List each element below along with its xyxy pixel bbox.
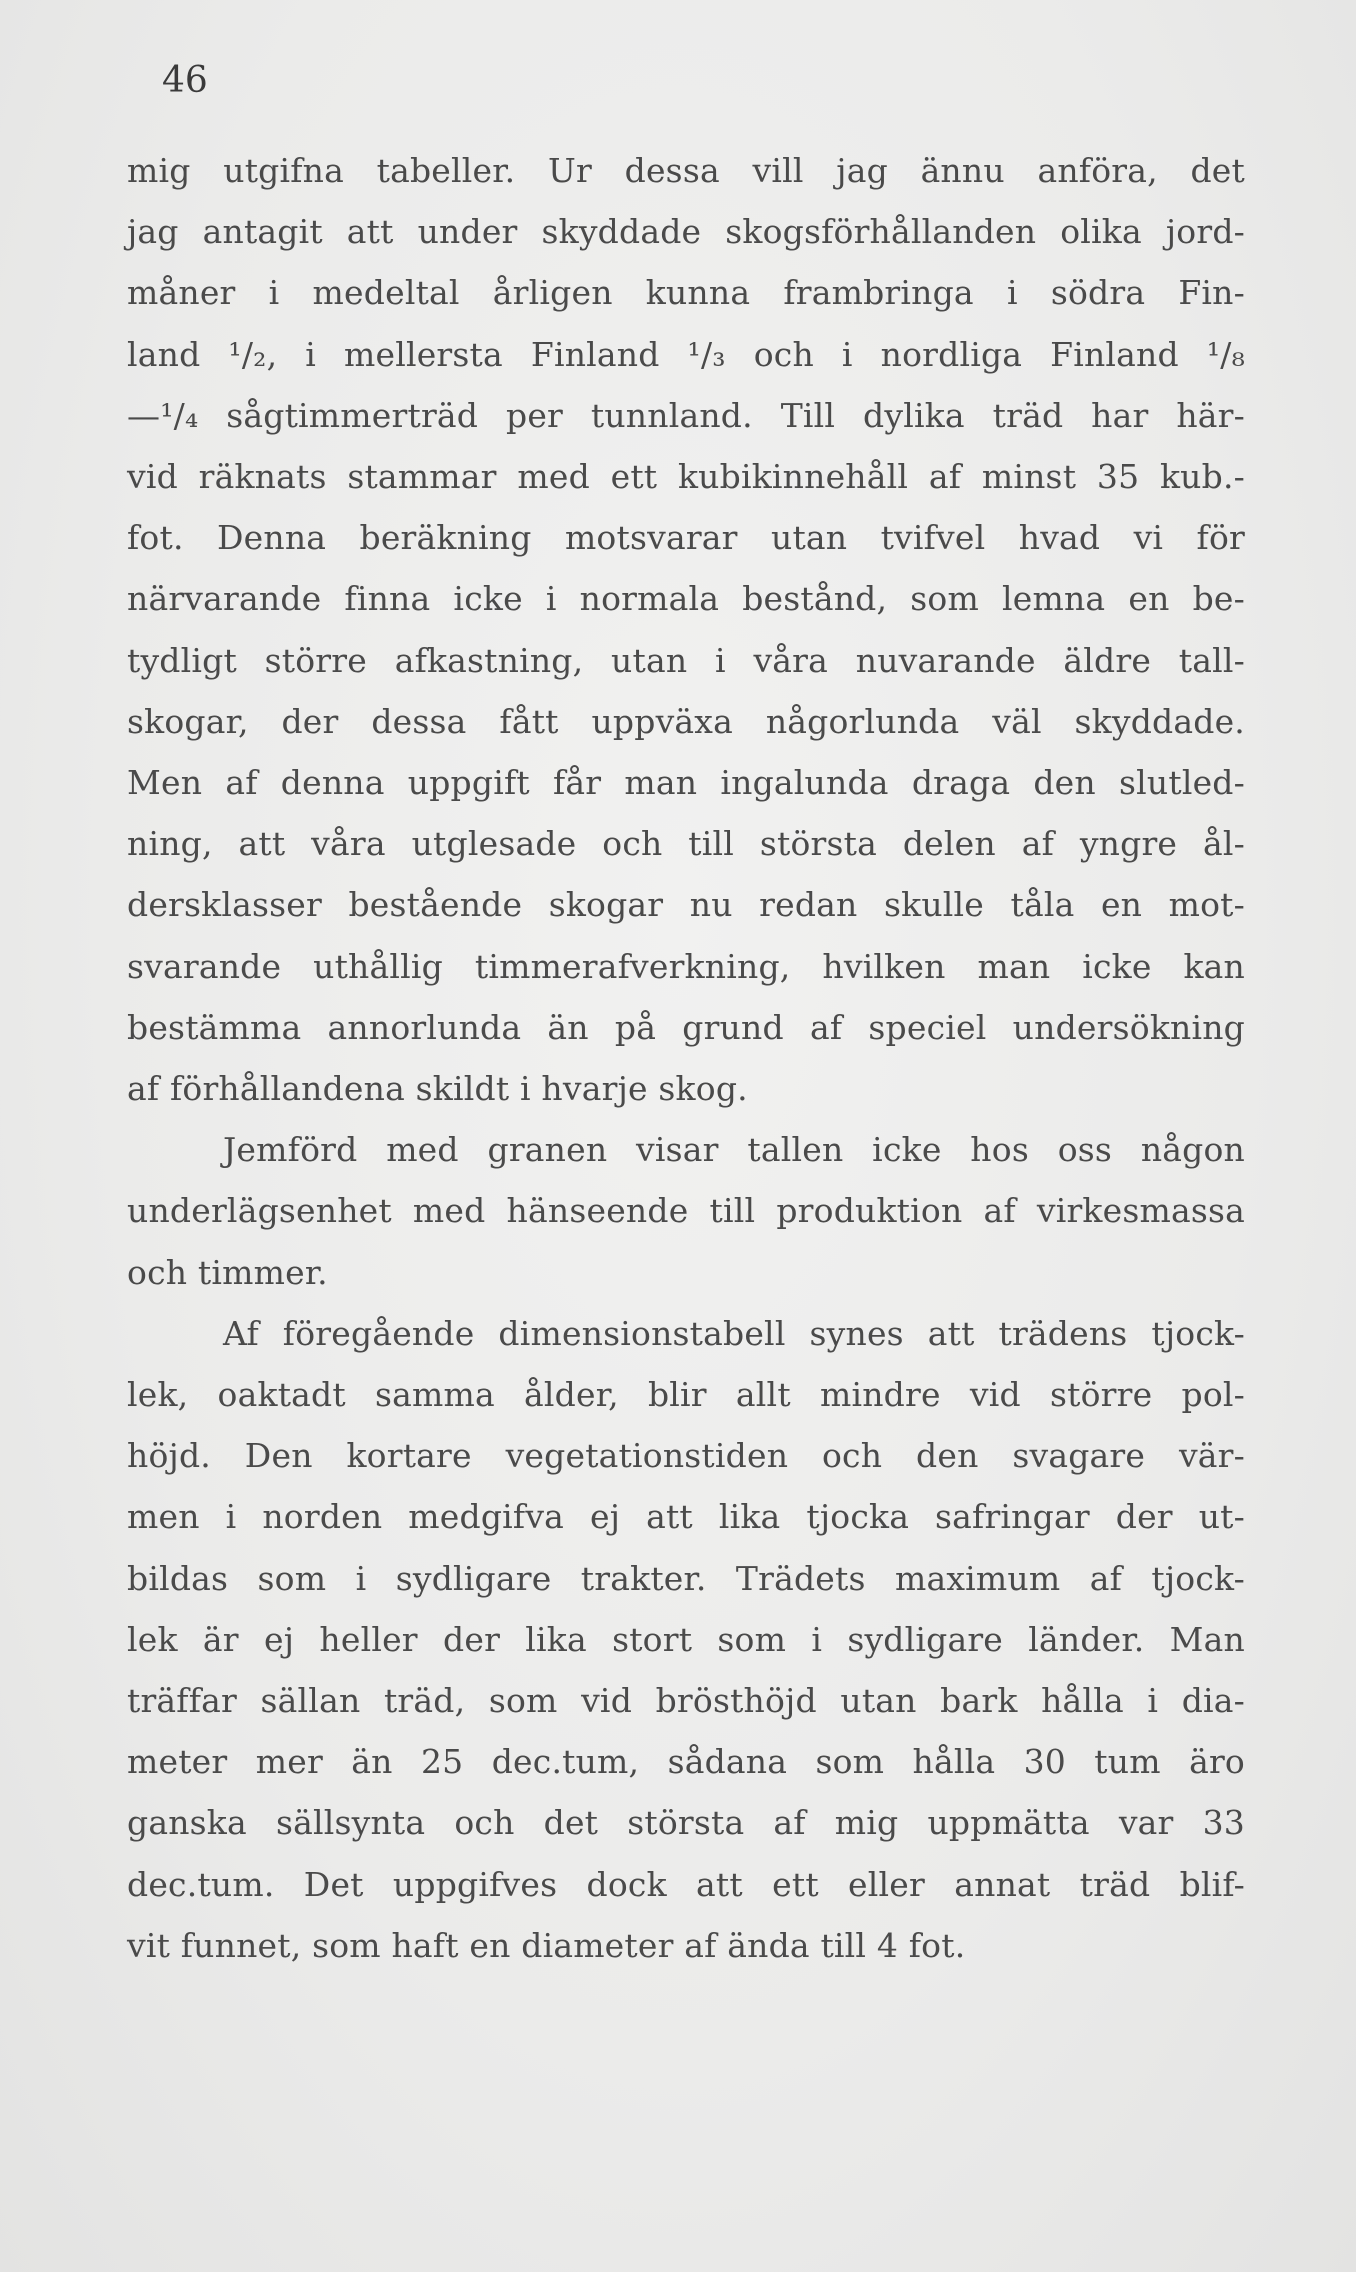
paragraph-first-line: Af föregående dimensionstabell synes att trädens tjock-	[223, 1313, 1245, 1353]
text-line: dec.tum. Det uppgifves dock att ett eller annat träd blif-	[127, 1864, 1245, 1904]
text-line: dersklasser bestående skogar nu redan skulle tåla en mot-	[127, 885, 1245, 925]
text-line: vid räknats stammar med ett kubikinnehåll af minst 35 kub.-	[127, 457, 1245, 497]
text-line: närvarande finna icke i normala bestånd, som lemna en be-	[127, 579, 1245, 619]
text-line: mig utgifna tabeller. Ur dessa vill jag ännu anföra, det	[127, 151, 1245, 190]
paragraph-last-line: af förhållandena skildt i hvarje skog.	[127, 1069, 748, 1109]
page-number: 46	[162, 60, 208, 101]
text-line: —¹/₄ sågtimmerträd per tunnland. Till dylika träd har här-	[127, 395, 1245, 435]
text-line: tydligt större afkastning, utan i våra nuvarande äldre tall-	[127, 640, 1245, 680]
paragraph-first-line: Jemförd med granen visar tallen icke hos oss någon	[223, 1130, 1245, 1170]
text-line: ning, att våra utglesade och till största delen af yngre ål-	[127, 824, 1245, 864]
text-line: men i norden medgifva ej att lika tjocka safringar der ut-	[127, 1497, 1245, 1537]
paragraph-last-line: och timmer.	[127, 1252, 328, 1292]
text-line: lek är ej heller der lika stort som i sydligare länder. Man	[127, 1619, 1245, 1659]
text-line: meter mer än 25 dec.tum, sådana som hålla 30 tum äro	[127, 1742, 1245, 1782]
text-line: svarande uthållig timmerafverkning, hvilken man icke kan	[127, 946, 1245, 986]
text-line: bildas som i sydligare trakter. Trädets maximum af tjock-	[127, 1558, 1245, 1598]
text-line: ganska sällsynta och det största af mig uppmätta var 33	[127, 1803, 1245, 1843]
text-line: träffar sällan träd, som vid brösthöjd utan bark hålla i dia-	[127, 1681, 1245, 1721]
text-line: jag antagit att under skyddade skogsförhållanden olika jord-	[127, 212, 1245, 252]
paragraph-last-line: vit funnet, som haft en diameter af ända till 4 fot.	[127, 1925, 966, 1965]
body-text	[127, 140, 1245, 1976]
text-line: Men af denna uppgift får man ingalunda draga den slutled-	[127, 763, 1245, 803]
text-line: måner i medeltal årligen kunna frambringa i södra Fin-	[127, 273, 1245, 313]
text-line: land ¹/₂, i mellersta Finland ¹/₃ och i nordliga Finland ¹/₈	[127, 334, 1245, 374]
text-line: lek, oaktadt samma ålder, blir allt mindre vid större pol-	[127, 1375, 1245, 1415]
text-line: skogar, der dessa fått uppväxa någorlunda väl skyddade.	[127, 701, 1245, 741]
text-line: bestämma annorlunda än på grund af speciel undersökning	[127, 1007, 1245, 1047]
text-line: fot. Denna beräkning motsvarar utan tvifvel hvad vi för	[127, 518, 1245, 558]
text-line: höjd. Den kortare vegetationstiden och den svagare vär-	[127, 1436, 1245, 1476]
text-line: underlägsenhet med hänseende till produktion af virkesmassa	[127, 1191, 1245, 1231]
